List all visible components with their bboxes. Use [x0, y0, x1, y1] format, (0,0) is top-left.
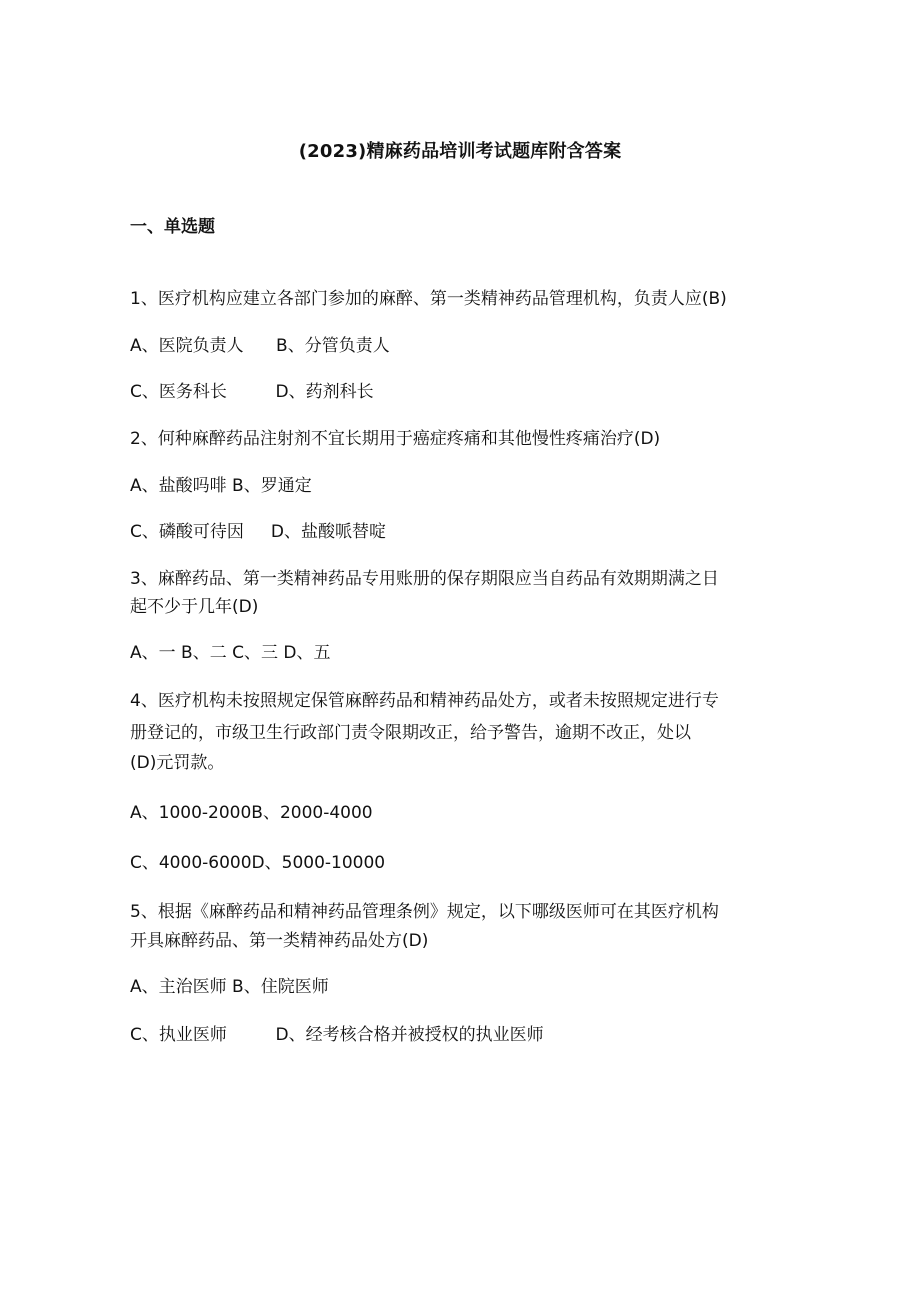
question-1-options-ab: A、医院负责人 B、分管负责人: [130, 336, 390, 356]
question-4-text-line-1: 4、医疗机构未按照规定保管麻醉药品和精神药品处方，或者未按照规定进行专: [130, 691, 719, 711]
question-4-options-ab: A、1000-2000B、2000-4000: [130, 803, 373, 823]
document-title: (2023)精麻药品培训考试题库附含答案: [298, 141, 622, 162]
question-2-options-ab: A、盐酸吗啡 B、罗通定: [130, 476, 312, 496]
question-5-text-line-1: 5、根据《麻醉药品和精神药品管理条例》规定，以下哪级医师可在其医疗机构: [130, 902, 719, 922]
question-2-options-cd: C、磷酸可待因 D、盐酸哌替啶: [130, 522, 386, 542]
question-5-text-line-2: 开具麻醉药品、第一类精神药品处方(D): [130, 931, 429, 951]
question-4-text-line-3: (D)元罚款。: [130, 753, 225, 773]
question-4-options-cd: C、4000-6000D、5000-10000: [130, 853, 386, 873]
question-3-text-line-1: 3、麻醉药品、第一类精神药品专用账册的保存期限应当自药品有效期期满之日: [130, 569, 719, 589]
question-3-options: A、一 B、二 C、三 D、五: [130, 643, 331, 663]
question-1-text: 1、医疗机构应建立各部门参加的麻醉、第一类精神药品管理机构，负责人应(B): [130, 289, 727, 309]
question-2-text: 2、何种麻醉药品注射剂不宜长期用于癌症疼痛和其他慢性疼痛治疗(D): [130, 429, 661, 449]
question-4-text-line-2: 册登记的，市级卫生行政部门责令限期改正，给予警告，逾期不改正，处以: [130, 723, 691, 743]
question-3-text-line-2: 起不少于几年(D): [130, 597, 259, 617]
question-5-options-cd: C、执业医师 D、经考核合格并被授权的执业医师: [130, 1025, 544, 1045]
question-5-options-ab: A、主治医师 B、住院医师: [130, 977, 329, 997]
section-heading: 一、单选题: [130, 217, 215, 237]
question-1-options-cd: C、医务科长 D、药剂科长: [130, 382, 374, 402]
